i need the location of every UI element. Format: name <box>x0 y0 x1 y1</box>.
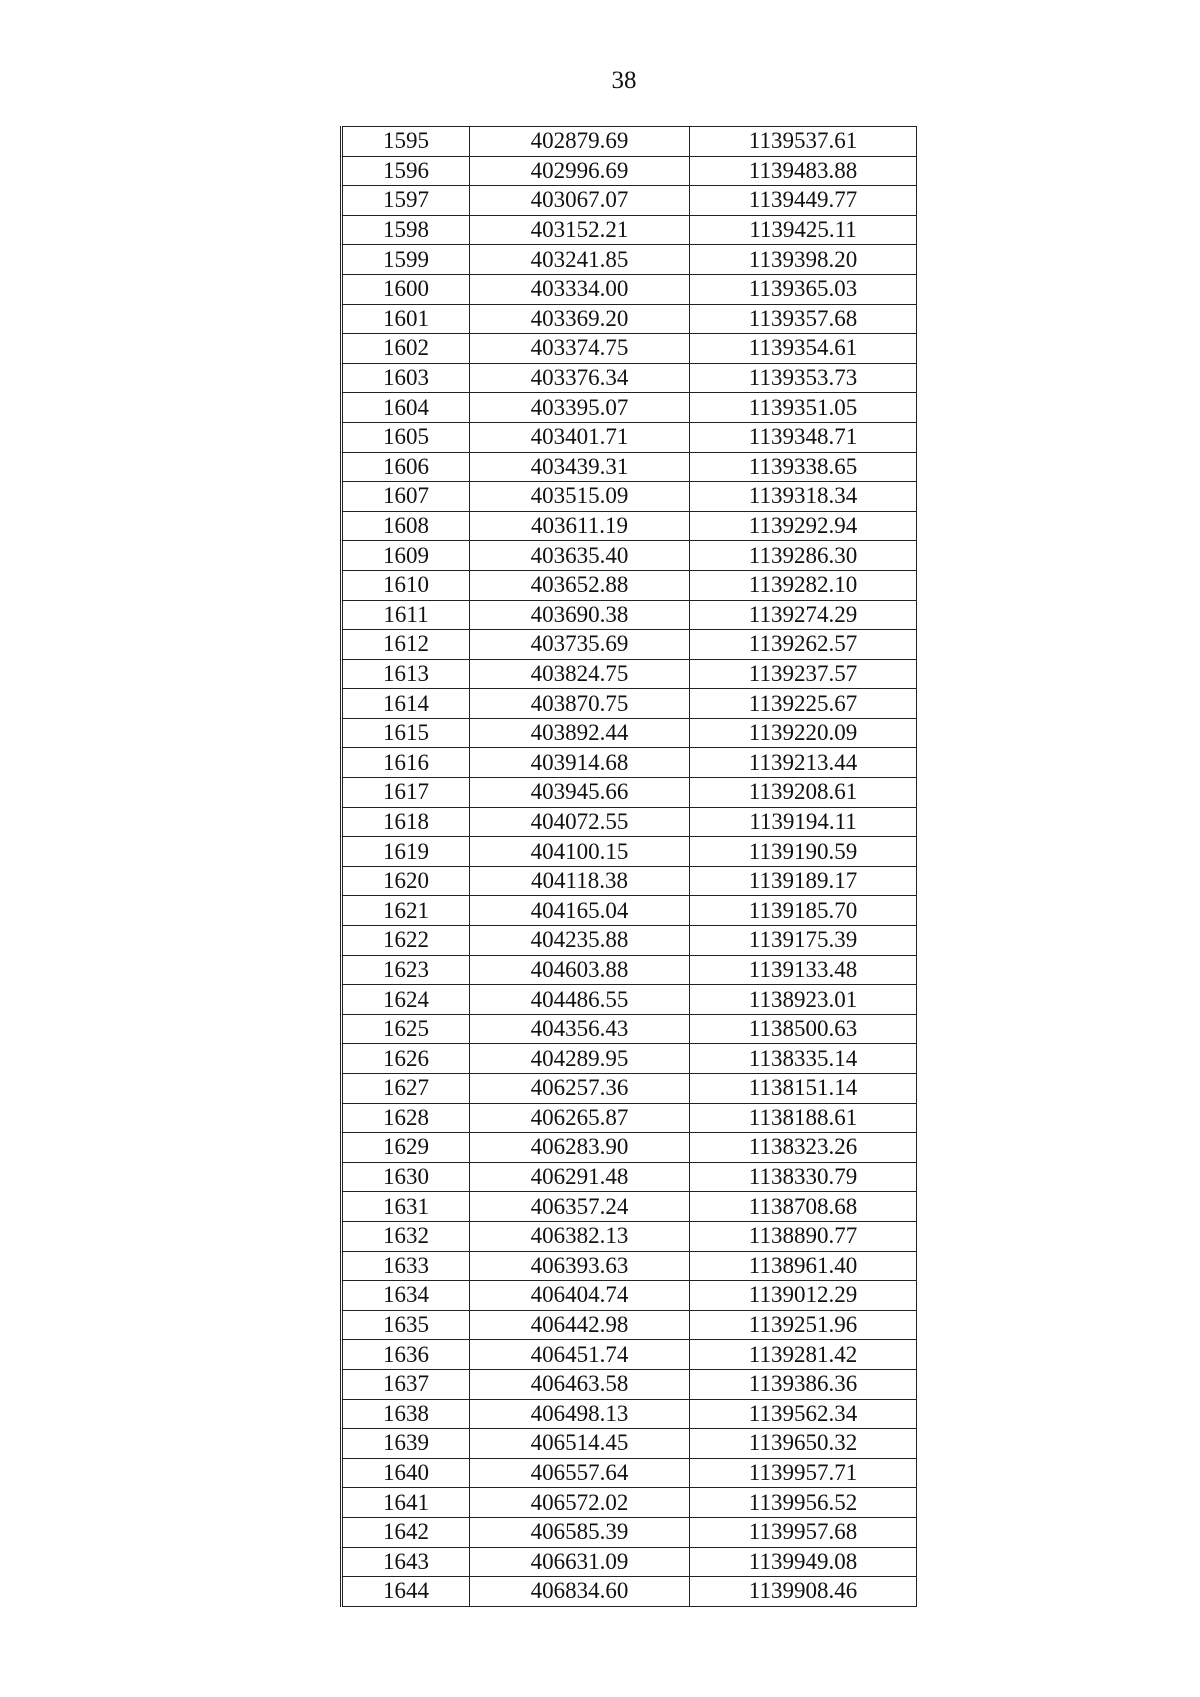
point-number-cell: 1639 <box>342 1429 470 1459</box>
y-coordinate-cell: 1139281.42 <box>690 1340 917 1370</box>
y-coordinate-cell: 1139956.52 <box>690 1488 917 1518</box>
table-row <box>342 1103 917 1133</box>
point-number-cell: 1629 <box>342 1133 470 1163</box>
table-row <box>342 1429 917 1459</box>
table-row <box>342 334 917 364</box>
table-row <box>342 1369 917 1399</box>
table-row <box>342 1399 917 1429</box>
point-number-cell: 1625 <box>342 1014 470 1044</box>
table-row <box>342 541 917 571</box>
table-row <box>342 807 917 837</box>
point-number-cell: 1621 <box>342 896 470 926</box>
point-number-cell: 1631 <box>342 1192 470 1222</box>
point-number-cell: 1626 <box>342 1044 470 1074</box>
y-coordinate-cell: 1138500.63 <box>690 1014 917 1044</box>
y-coordinate-cell: 1138890.77 <box>690 1221 917 1251</box>
x-coordinate-cell: 403652.88 <box>470 570 690 600</box>
table-row <box>342 718 917 748</box>
point-number-cell: 1610 <box>342 570 470 600</box>
y-coordinate-cell: 1139208.61 <box>690 778 917 808</box>
y-coordinate-cell: 1139449.77 <box>690 186 917 216</box>
x-coordinate-cell: 403334.00 <box>470 274 690 304</box>
table-row <box>342 659 917 689</box>
y-coordinate-cell: 1139353.73 <box>690 363 917 393</box>
x-coordinate-cell: 406382.13 <box>470 1221 690 1251</box>
x-coordinate-cell: 403376.34 <box>470 363 690 393</box>
point-number-cell: 1607 <box>342 482 470 512</box>
table-row <box>342 896 917 926</box>
point-number-cell: 1627 <box>342 1074 470 1104</box>
x-coordinate-cell: 406265.87 <box>470 1103 690 1133</box>
x-coordinate-cell: 402996.69 <box>470 156 690 186</box>
y-coordinate-cell: 1139650.32 <box>690 1429 917 1459</box>
coordinates-table-body <box>342 127 917 1607</box>
point-number-cell: 1595 <box>342 127 470 157</box>
point-number-cell: 1598 <box>342 215 470 245</box>
table-row <box>342 630 917 660</box>
y-coordinate-cell: 1139957.71 <box>690 1458 917 1488</box>
point-number-cell: 1608 <box>342 511 470 541</box>
table-row <box>342 1044 917 1074</box>
table-row <box>342 482 917 512</box>
x-coordinate-cell: 406404.74 <box>470 1281 690 1311</box>
page-number: 38 <box>611 67 637 94</box>
table-row <box>342 1014 917 1044</box>
x-coordinate-cell: 406257.36 <box>470 1074 690 1104</box>
x-coordinate-cell: 403369.20 <box>470 304 690 334</box>
x-coordinate-cell: 406291.48 <box>470 1162 690 1192</box>
y-coordinate-cell: 1139949.08 <box>690 1547 917 1577</box>
table-row <box>342 1340 917 1370</box>
table-row <box>342 1074 917 1104</box>
table-row <box>342 1251 917 1281</box>
point-number-cell: 1635 <box>342 1310 470 1340</box>
y-coordinate-cell: 1139357.68 <box>690 304 917 334</box>
x-coordinate-cell: 406498.13 <box>470 1399 690 1429</box>
x-coordinate-cell: 403152.21 <box>470 215 690 245</box>
table-row <box>342 778 917 808</box>
point-number-cell: 1638 <box>342 1399 470 1429</box>
y-coordinate-cell: 1138188.61 <box>690 1103 917 1133</box>
y-coordinate-cell: 1139348.71 <box>690 422 917 452</box>
y-coordinate-cell: 1139318.34 <box>690 482 917 512</box>
y-coordinate-cell: 1138923.01 <box>690 985 917 1015</box>
x-coordinate-cell: 406585.39 <box>470 1517 690 1547</box>
point-number-cell: 1632 <box>342 1221 470 1251</box>
y-coordinate-cell: 1139351.05 <box>690 393 917 423</box>
point-number-cell: 1619 <box>342 837 470 867</box>
point-number-cell: 1613 <box>342 659 470 689</box>
table-row <box>342 1133 917 1163</box>
point-number-cell: 1599 <box>342 245 470 275</box>
x-coordinate-cell: 403690.38 <box>470 600 690 630</box>
table-row <box>342 304 917 334</box>
y-coordinate-cell: 1139338.65 <box>690 452 917 482</box>
x-coordinate-cell: 404235.88 <box>470 926 690 956</box>
y-coordinate-cell: 1139237.57 <box>690 659 917 689</box>
point-number-cell: 1614 <box>342 689 470 719</box>
x-coordinate-cell: 403824.75 <box>470 659 690 689</box>
point-number-cell: 1617 <box>342 778 470 808</box>
point-number-cell: 1616 <box>342 748 470 778</box>
x-coordinate-cell: 406631.09 <box>470 1547 690 1577</box>
point-number-cell: 1605 <box>342 422 470 452</box>
table-row <box>342 1192 917 1222</box>
table-row <box>342 1281 917 1311</box>
point-number-cell: 1630 <box>342 1162 470 1192</box>
table-row <box>342 186 917 216</box>
table-row <box>342 1310 917 1340</box>
x-coordinate-cell: 403945.66 <box>470 778 690 808</box>
table-row <box>342 245 917 275</box>
x-coordinate-cell: 403892.44 <box>470 718 690 748</box>
table-row <box>342 866 917 896</box>
point-number-cell: 1602 <box>342 334 470 364</box>
x-coordinate-cell: 402879.69 <box>470 127 690 157</box>
point-number-cell: 1623 <box>342 955 470 985</box>
point-number-cell: 1620 <box>342 866 470 896</box>
y-coordinate-cell: 1139286.30 <box>690 541 917 571</box>
y-coordinate-cell: 1139908.46 <box>690 1577 917 1607</box>
table-row <box>342 1221 917 1251</box>
x-coordinate-cell: 404165.04 <box>470 896 690 926</box>
point-number-cell: 1596 <box>342 156 470 186</box>
x-coordinate-cell: 403914.68 <box>470 748 690 778</box>
point-number-cell: 1643 <box>342 1547 470 1577</box>
y-coordinate-cell: 1139365.03 <box>690 274 917 304</box>
x-coordinate-cell: 406451.74 <box>470 1340 690 1370</box>
y-coordinate-cell: 1138708.68 <box>690 1192 917 1222</box>
x-coordinate-cell: 404486.55 <box>470 985 690 1015</box>
x-coordinate-cell: 403395.07 <box>470 393 690 423</box>
point-number-cell: 1636 <box>342 1340 470 1370</box>
x-coordinate-cell: 406572.02 <box>470 1488 690 1518</box>
point-number-cell: 1603 <box>342 363 470 393</box>
point-number-cell: 1624 <box>342 985 470 1015</box>
x-coordinate-cell: 403611.19 <box>470 511 690 541</box>
y-coordinate-cell: 1139262.57 <box>690 630 917 660</box>
table-row <box>342 1162 917 1192</box>
point-number-cell: 1615 <box>342 718 470 748</box>
point-number-cell: 1622 <box>342 926 470 956</box>
x-coordinate-cell: 403067.07 <box>470 186 690 216</box>
x-coordinate-cell: 404100.15 <box>470 837 690 867</box>
table-row <box>342 393 917 423</box>
x-coordinate-cell: 404356.43 <box>470 1014 690 1044</box>
point-number-cell: 1601 <box>342 304 470 334</box>
x-coordinate-cell: 406393.63 <box>470 1251 690 1281</box>
table-row <box>342 955 917 985</box>
y-coordinate-cell: 1139189.17 <box>690 866 917 896</box>
x-coordinate-cell: 403374.75 <box>470 334 690 364</box>
table-row <box>342 1517 917 1547</box>
y-coordinate-cell: 1138151.14 <box>690 1074 917 1104</box>
table-row <box>342 127 917 157</box>
x-coordinate-cell: 404072.55 <box>470 807 690 837</box>
table-row <box>342 274 917 304</box>
x-coordinate-cell: 404289.95 <box>470 1044 690 1074</box>
x-coordinate-cell: 406442.98 <box>470 1310 690 1340</box>
y-coordinate-cell: 1139220.09 <box>690 718 917 748</box>
x-coordinate-cell: 403515.09 <box>470 482 690 512</box>
table-row <box>342 1577 917 1607</box>
x-coordinate-cell: 403635.40 <box>470 541 690 571</box>
x-coordinate-cell: 403401.71 <box>470 422 690 452</box>
point-number-cell: 1640 <box>342 1458 470 1488</box>
table-row <box>342 985 917 1015</box>
y-coordinate-cell: 1139194.11 <box>690 807 917 837</box>
table-row <box>342 600 917 630</box>
y-coordinate-cell: 1139957.68 <box>690 1517 917 1547</box>
y-coordinate-cell: 1139274.29 <box>690 600 917 630</box>
x-coordinate-cell: 406463.58 <box>470 1369 690 1399</box>
y-coordinate-cell: 1139225.67 <box>690 689 917 719</box>
table-row <box>342 926 917 956</box>
point-number-cell: 1644 <box>342 1577 470 1607</box>
y-coordinate-cell: 1139185.70 <box>690 896 917 926</box>
x-coordinate-cell: 406283.90 <box>470 1133 690 1163</box>
y-coordinate-cell: 1139213.44 <box>690 748 917 778</box>
point-number-cell: 1609 <box>342 541 470 571</box>
y-coordinate-cell: 1139012.29 <box>690 1281 917 1311</box>
point-number-cell: 1628 <box>342 1103 470 1133</box>
point-number-cell: 1606 <box>342 452 470 482</box>
table-row <box>342 1458 917 1488</box>
y-coordinate-cell: 1139398.20 <box>690 245 917 275</box>
y-coordinate-cell: 1139282.10 <box>690 570 917 600</box>
x-coordinate-cell: 406357.24 <box>470 1192 690 1222</box>
point-number-cell: 1611 <box>342 600 470 630</box>
x-coordinate-cell: 406557.64 <box>470 1458 690 1488</box>
table-row <box>342 156 917 186</box>
y-coordinate-cell: 1139292.94 <box>690 511 917 541</box>
point-number-cell: 1633 <box>342 1251 470 1281</box>
x-coordinate-cell: 403735.69 <box>470 630 690 660</box>
table-row <box>342 1547 917 1577</box>
table-row <box>342 837 917 867</box>
y-coordinate-cell: 1139537.61 <box>690 127 917 157</box>
y-coordinate-cell: 1138961.40 <box>690 1251 917 1281</box>
table-row <box>342 422 917 452</box>
x-coordinate-cell: 403870.75 <box>470 689 690 719</box>
y-coordinate-cell: 1139133.48 <box>690 955 917 985</box>
x-coordinate-cell: 403439.31 <box>470 452 690 482</box>
coordinates-table <box>340 126 917 1607</box>
y-coordinate-cell: 1138330.79 <box>690 1162 917 1192</box>
x-coordinate-cell: 406514.45 <box>470 1429 690 1459</box>
point-number-cell: 1612 <box>342 630 470 660</box>
x-coordinate-cell: 403241.85 <box>470 245 690 275</box>
point-number-cell: 1642 <box>342 1517 470 1547</box>
y-coordinate-cell: 1139190.59 <box>690 837 917 867</box>
point-number-cell: 1600 <box>342 274 470 304</box>
y-coordinate-cell: 1139175.39 <box>690 926 917 956</box>
table-row <box>342 689 917 719</box>
table-row <box>342 570 917 600</box>
point-number-cell: 1641 <box>342 1488 470 1518</box>
point-number-cell: 1637 <box>342 1369 470 1399</box>
y-coordinate-cell: 1139562.34 <box>690 1399 917 1429</box>
table-row <box>342 363 917 393</box>
y-coordinate-cell: 1139483.88 <box>690 156 917 186</box>
y-coordinate-cell: 1139386.36 <box>690 1369 917 1399</box>
y-coordinate-cell: 1139251.96 <box>690 1310 917 1340</box>
point-number-cell: 1634 <box>342 1281 470 1311</box>
point-number-cell: 1618 <box>342 807 470 837</box>
table-row <box>342 748 917 778</box>
x-coordinate-cell: 404603.88 <box>470 955 690 985</box>
point-number-cell: 1604 <box>342 393 470 423</box>
table-row <box>342 1488 917 1518</box>
table-row <box>342 511 917 541</box>
table-row <box>342 452 917 482</box>
table-row <box>342 215 917 245</box>
point-number-cell: 1597 <box>342 186 470 216</box>
y-coordinate-cell: 1139425.11 <box>690 215 917 245</box>
y-coordinate-cell: 1138335.14 <box>690 1044 917 1074</box>
y-coordinate-cell: 1139354.61 <box>690 334 917 364</box>
x-coordinate-cell: 406834.60 <box>470 1577 690 1607</box>
y-coordinate-cell: 1138323.26 <box>690 1133 917 1163</box>
x-coordinate-cell: 404118.38 <box>470 866 690 896</box>
